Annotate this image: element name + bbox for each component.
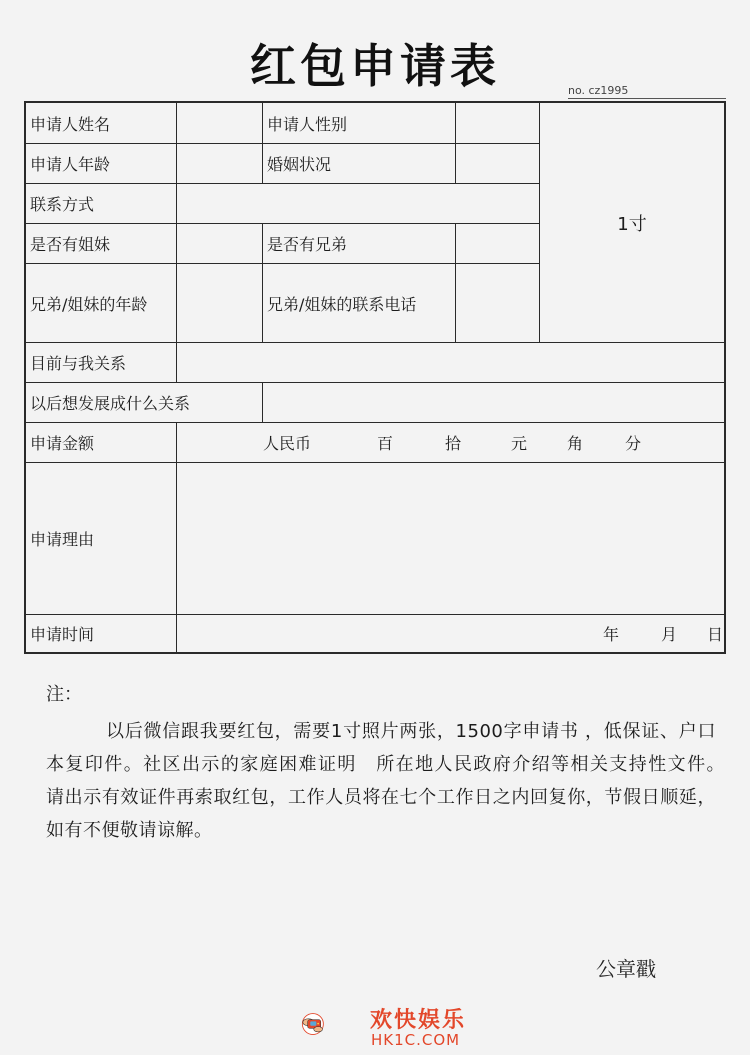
date-unit-day: 日 [707,625,724,644]
reason-field[interactable] [177,463,724,615]
notes-label: 注： [46,684,82,705]
future-relation-label: 以后想发展成什么关系 [26,383,263,423]
amount-unit-hundred: 百 [377,434,394,453]
notes-section [46,678,735,847]
amount-unit-jiao: 角 [567,434,584,453]
amount-unit-fen: 分 [625,434,642,453]
amount-label: 申请金额 [26,423,177,463]
has-brothers-field[interactable] [456,224,540,264]
siblings-age-field[interactable] [177,264,263,343]
marital-status-field[interactable] [456,144,540,184]
photo-box[interactable] [540,103,724,343]
date-label: 申请时间 [26,615,177,652]
photo-size-label: 1寸 [617,213,647,235]
official-seal-label: 公章戳 [596,957,656,981]
date-unit-month: 月 [661,625,678,644]
amount-unit-yuan: 元 [511,434,528,453]
applicant-age-field[interactable] [177,144,263,184]
amount-field[interactable] [177,423,724,463]
marital-status-label: 婚姻状况 [263,144,456,184]
has-brothers-label: 是否有兄弟 [263,224,456,264]
applicant-name-field[interactable] [177,103,263,144]
watermark-logo-icon [298,996,368,1052]
date-unit-year: 年 [603,625,620,644]
amount-currency: 人民币 [263,434,312,453]
serial-number: no. cz1995 [568,84,726,99]
contact-label: 联系方式 [26,184,177,224]
form-title: 红包申请表 [250,39,500,93]
has-sisters-field[interactable] [177,224,263,264]
applicant-gender-field[interactable] [456,103,540,144]
reason-label: 申请理由 [26,463,177,615]
current-relation-field[interactable] [177,343,724,383]
siblings-phone-label: 兄弟/姐妹的联系电话 [263,264,456,343]
has-sisters-label: 是否有姐妹 [26,224,177,264]
watermark-brand-name: 欢快娱乐 [370,1008,467,1033]
future-relation-field[interactable] [263,383,724,423]
date-field[interactable] [177,615,724,652]
applicant-name-label: 申请人姓名 [26,103,177,144]
applicant-age-label: 申请人年龄 [26,144,177,184]
application-form [24,101,726,654]
siblings-age-label: 兄弟/姐妹的年龄 [26,264,177,343]
siblings-phone-field[interactable] [456,264,540,343]
contact-field[interactable] [177,184,540,224]
notes-body: 以后微信跟我要红包，需要1寸照片两张，1500字申请书 ，低保证、户口本复印件。社区出示的家庭困难证明 所在地人民政府介绍等相关支持性文件。 请出示有效证件再索取红包，工作人员将在七个工作日之内回复你，节假日顺延，如有不便敬请谅解。 [46,721,735,841]
applicant-gender-label: 申请人性别 [263,103,456,144]
current-relation-label: 目前与我关系 [26,343,177,383]
amount-unit-ten: 拾 [445,434,462,453]
watermark-url: HK1C.COM [371,1031,461,1049]
